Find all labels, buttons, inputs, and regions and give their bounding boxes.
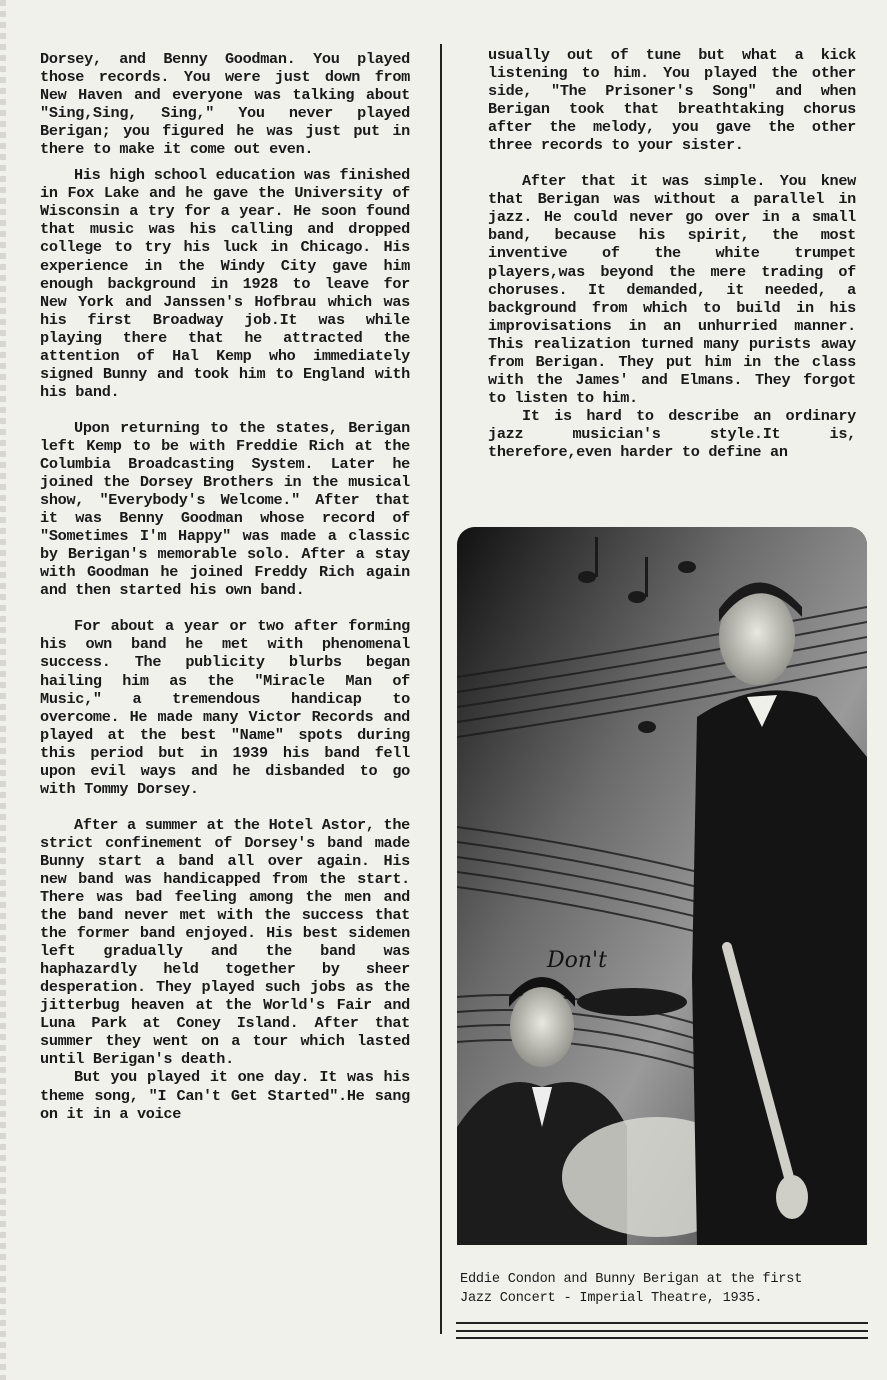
- bottom-rule: [456, 1337, 868, 1339]
- bottom-rule: [456, 1330, 868, 1332]
- sheet-music-word: Don't: [547, 948, 607, 973]
- photo-berigan-condon: [457, 527, 867, 1245]
- paragraph: After a summer at the Hotel Astor, the strict confinement of Dorsey's band made Bunny start a band all over again. His new band was handicapped from the start. There was bad feeling among the men and the band never met with the success that the former band enjoyed. His best sidemen left gradually and the band was haphazardly held together by sheer desperation. They played such jobs as the jitterbug heaven at the World's Fair and Luna Park at Coney Island. After that summer they went on a tour which lasted until Berigan's death.: [40, 815, 410, 1069]
- bottom-rule: [456, 1322, 868, 1324]
- photo-illustration: [457, 527, 867, 1245]
- paragraph: But you played it one day. It was his theme song, "I Can't Get Started".He sang on it in a voice: [40, 1068, 410, 1123]
- caption-line: Eddie Condon and Bunny Berigan at the first: [460, 1272, 803, 1287]
- paragraph: Upon returning to the states, Berigan left Kemp to be with Freddie Rich at the Columbia Broadcasting System. Later he joined the Dorsey Brothers in the musical show, "Everybody's Welcome." After that it was Benny Goodman whose record of "Sometimes I'm Happy" was made a classic by Berigan's memorable solo. After a stay with Goodman he joined Freddy Rich again and then started his own band.: [40, 418, 410, 600]
- caption-line: Jazz Concert - Imperial Theatre, 1935.: [460, 1291, 763, 1306]
- paragraph: His high school education was finished in Fox Lake and he gave the University of Wisconsin a try for a year. He soon found that music was his calling and dropped college to try his luck in Chicago. His experience in the Windy City gave him enough background in 1928 to leave for New York and Janssen's Hofbrau which was his first Broadway job.It was while playing there that he attracted the attention of Hal Kemp who immediately signed Bunny and took him to England with his band.: [40, 166, 410, 401]
- paragraph: For about a year or two after forming his own band he met with phenomenal success. The publicity blurbs began hailing him as the "Miracle Man of Music," a tremendous handicap to overcome. He made many Victor Records and played at the best "Name" spots during this period but in 1939 his band fell upon evil ways and he disbanded to go with Tommy Dorsey.: [40, 617, 410, 798]
- photo-caption: [460, 1270, 870, 1308]
- paragraph: usually out of tune but what a kick listening to him. You played the other side, "The Prisoner's Song" and when Berigan took that breathtaking chorus after the melody, you gave the other three records to your sister.: [488, 46, 856, 155]
- paragraph: After that it was simple. You knew that Berigan was without a parallel in jazz. He could never go over in a small band, because his spirit, the most inventive of the white trumpet players,was beyond the mere trading of choruses. It demanded, it needed, a background from which to build in his improvisations in an unhurried manner. This realization turned many purists away from Berigan. They put him in the class with the James' and Elmans. They forgot to listen to him.: [488, 172, 856, 407]
- right-column: [488, 46, 856, 461]
- left-column: [40, 50, 410, 1123]
- column-divider: [440, 44, 442, 1334]
- torn-left-edge: [0, 0, 6, 1380]
- paragraph: Dorsey, and Benny Goodman. You played those records. You were just down from New Haven and everyone was talking about "Sing,Sing, Sing," You never played Berigan; you figured he was just put in there to make it come out even.: [40, 50, 410, 159]
- paragraph: It is hard to describe an ordinary jazz musician's style.It is, therefore,even harder to define an: [488, 406, 856, 461]
